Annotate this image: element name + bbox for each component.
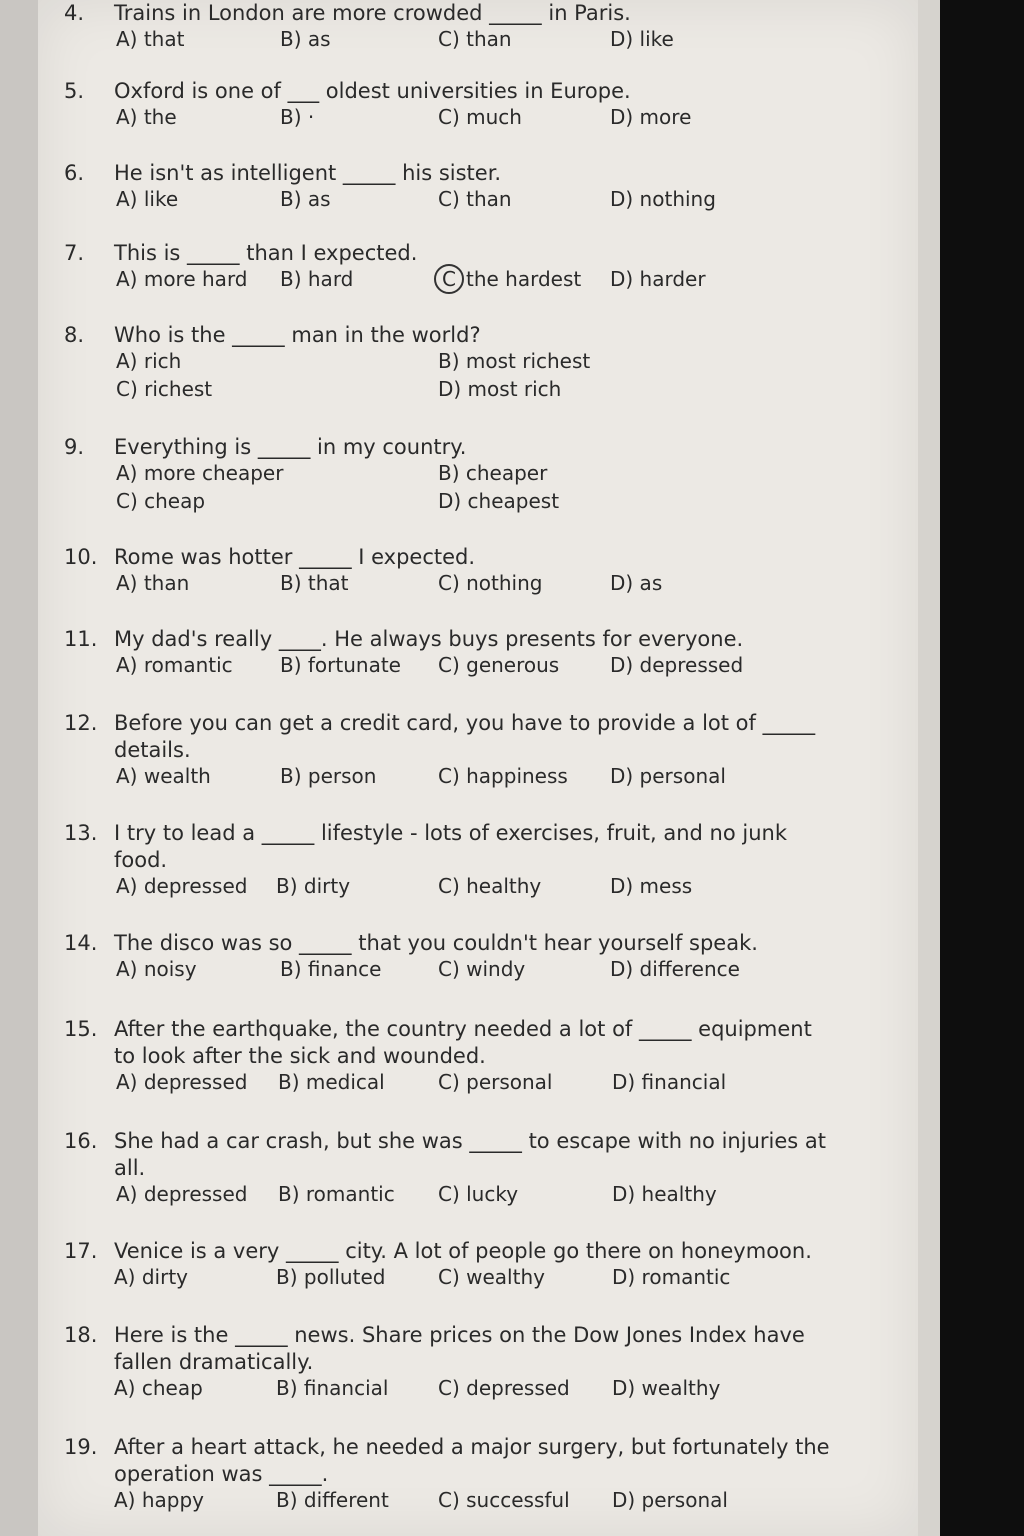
option-a: A) depressed [116,1182,248,1206]
question-text: After the earthquake, the country needed a lot of _____ equipment [114,1017,812,1041]
options-row [64,187,804,215]
option-b: B) fortunate [280,653,401,677]
option-d: D) difference [610,957,740,981]
question-6 [64,160,804,215]
options-row [64,27,804,55]
question-text: Before you can get a credit card, you have to provide a lot of _____ [114,711,816,735]
option-b: B) financial [276,1376,389,1400]
option-d: D) more [610,105,692,129]
question-number: 16. [64,1129,98,1153]
question-17 [64,1238,812,1293]
option-a: A) depressed [116,1070,248,1094]
question-text: My dad's really ____. He always buys presents for everyone. [114,627,744,651]
question-number: 8. [64,323,85,347]
question-text: I try to lead a _____ lifestyle - lots of exercises, fruit, and no junk [114,821,788,845]
options-row [64,267,804,295]
question-text: He isn't as intelligent _____ his sister. [114,161,502,185]
question-5 [64,78,804,133]
options-row [64,1070,804,1098]
option-c: C) cheap [116,489,206,513]
option-d: D) romantic [612,1265,731,1289]
option-c-circled [434,264,581,294]
option-a: A) noisy [116,957,197,981]
option-c: C) richest [116,377,213,401]
question-text: After a heart attack, he needed a major surgery, but fortunately the [114,1435,830,1459]
option-c: C) lucky [438,1182,519,1206]
question-15 [64,1016,812,1098]
option-b: B) finance [280,957,382,981]
options-row [64,1488,804,1516]
question-text: Rome was hotter _____ I expected. [114,545,476,569]
question-10 [64,544,804,599]
question-12 [64,710,816,792]
dark-background-edge [940,0,1024,1536]
option-c: C) successful [438,1488,570,1512]
option-c: C) much [438,105,522,129]
options-row [64,653,804,681]
options-grid [64,461,804,517]
question-text-continued: fallen dramatically. [114,1350,314,1374]
option-b: B) romantic [278,1182,395,1206]
question-7 [64,240,804,295]
option-c: the hardest [466,267,582,291]
question-text: Oxford is one of ___ oldest universities in Europe. [114,79,631,103]
question-number: 5. [64,79,85,103]
question-number: 10. [64,545,98,569]
question-text: Here is the _____ news. Share prices on the Dow Jones Index have [114,1323,805,1347]
option-b: B) · [280,105,315,129]
options-row [64,874,804,902]
option-d: D) healthy [612,1182,717,1206]
option-a: A) like [116,187,179,211]
options-row [64,571,804,599]
question-text-continued: food. [114,848,168,872]
option-c: C) nothing [438,571,543,595]
option-b: B) hard [280,267,354,291]
question-number: 15. [64,1017,98,1041]
options-row [64,105,804,133]
option-a: A) that [116,27,185,51]
option-c: C) than [438,27,512,51]
question-number: 18. [64,1323,98,1347]
question-18 [64,1322,804,1404]
question-16 [64,1128,826,1210]
option-b: B) as [280,27,331,51]
question-number: 17. [64,1239,98,1263]
option-d: D) cheapest [438,489,560,513]
question-4 [64,0,804,55]
option-b: B) dirty [276,874,351,898]
option-b: B) medical [278,1070,385,1094]
option-a: A) rich [116,349,182,373]
option-b: B) person [280,764,377,788]
option-c: C) personal [438,1070,553,1094]
question-13 [64,820,804,902]
option-a: A) depressed [116,874,248,898]
option-b: B) cheaper [438,461,548,485]
option-c: C) healthy [438,874,542,898]
question-number: 14. [64,931,98,955]
option-b: B) that [280,571,349,595]
option-d: D) personal [610,764,726,788]
question-text-continued: operation was _____. [114,1462,329,1486]
question-text-continued: details. [114,738,191,762]
question-number: 6. [64,161,85,185]
option-d: D) depressed [610,653,744,677]
options-row [64,957,804,985]
option-a: A) cheap [114,1376,203,1400]
question-text: Who is the _____ man in the world? [114,323,481,347]
option-d: D) as [610,571,663,595]
question-number: 11. [64,627,98,651]
option-a: A) than [116,571,190,595]
option-d: D) financial [612,1070,727,1094]
question-19 [64,1434,830,1516]
option-d: D) harder [610,267,706,291]
option-b: B) polluted [276,1265,386,1289]
question-text: Everything is _____ in my country. [114,435,467,459]
option-c: C) windy [438,957,526,981]
question-text: The disco was so _____ that you couldn't hear yourself speak. [114,931,758,955]
options-row [64,1182,804,1210]
options-grid [64,349,804,405]
option-c: C) wealthy [438,1265,545,1289]
option-c: C) generous [438,653,560,677]
page-edge-shadow [918,0,940,1536]
question-text-continued: to look after the sick and wounded. [114,1044,486,1068]
question-number: 12. [64,711,98,735]
option-a: A) romantic [116,653,233,677]
option-c: C) depressed [438,1376,570,1400]
option-a: A) more cheaper [116,461,284,485]
question-text: This is _____ than I expected. [114,241,418,265]
question-text-continued: all. [114,1156,146,1180]
question-number: 7. [64,241,85,265]
question-number: 4. [64,1,85,25]
question-8 [64,322,804,405]
option-d: D) wealthy [612,1376,721,1400]
option-d: D) most rich [438,377,562,401]
question-number: 9. [64,435,85,459]
option-d: D) mess [610,874,693,898]
question-11 [64,626,804,681]
question-text: Trains in London are more crowded _____ in Paris. [114,1,631,25]
option-d: D) nothing [610,187,716,211]
question-text: Venice is a very _____ city. A lot of people go there on honeymoon. [114,1239,812,1263]
question-text: She had a car crash, but she was _____ to escape with no injuries at [114,1129,826,1153]
options-row [64,1376,804,1404]
question-number: 13. [64,821,98,845]
option-d: D) like [610,27,674,51]
option-b: B) as [280,187,331,211]
option-a: A) more hard [116,267,248,291]
question-number: 19. [64,1435,98,1459]
question-14 [64,930,804,985]
circled-answer-mark: C [434,264,464,294]
option-a: A) the [116,105,177,129]
question-9 [64,434,804,517]
option-a: A) dirty [114,1265,188,1289]
option-a: A) wealth [116,764,211,788]
option-b: B) most richest [438,349,591,373]
option-c: C) than [438,187,512,211]
option-a: A) happy [114,1488,204,1512]
option-b: B) different [276,1488,389,1512]
option-c: C) happiness [438,764,568,788]
options-row [64,1265,804,1293]
options-row [64,764,804,792]
option-d: D) personal [612,1488,728,1512]
